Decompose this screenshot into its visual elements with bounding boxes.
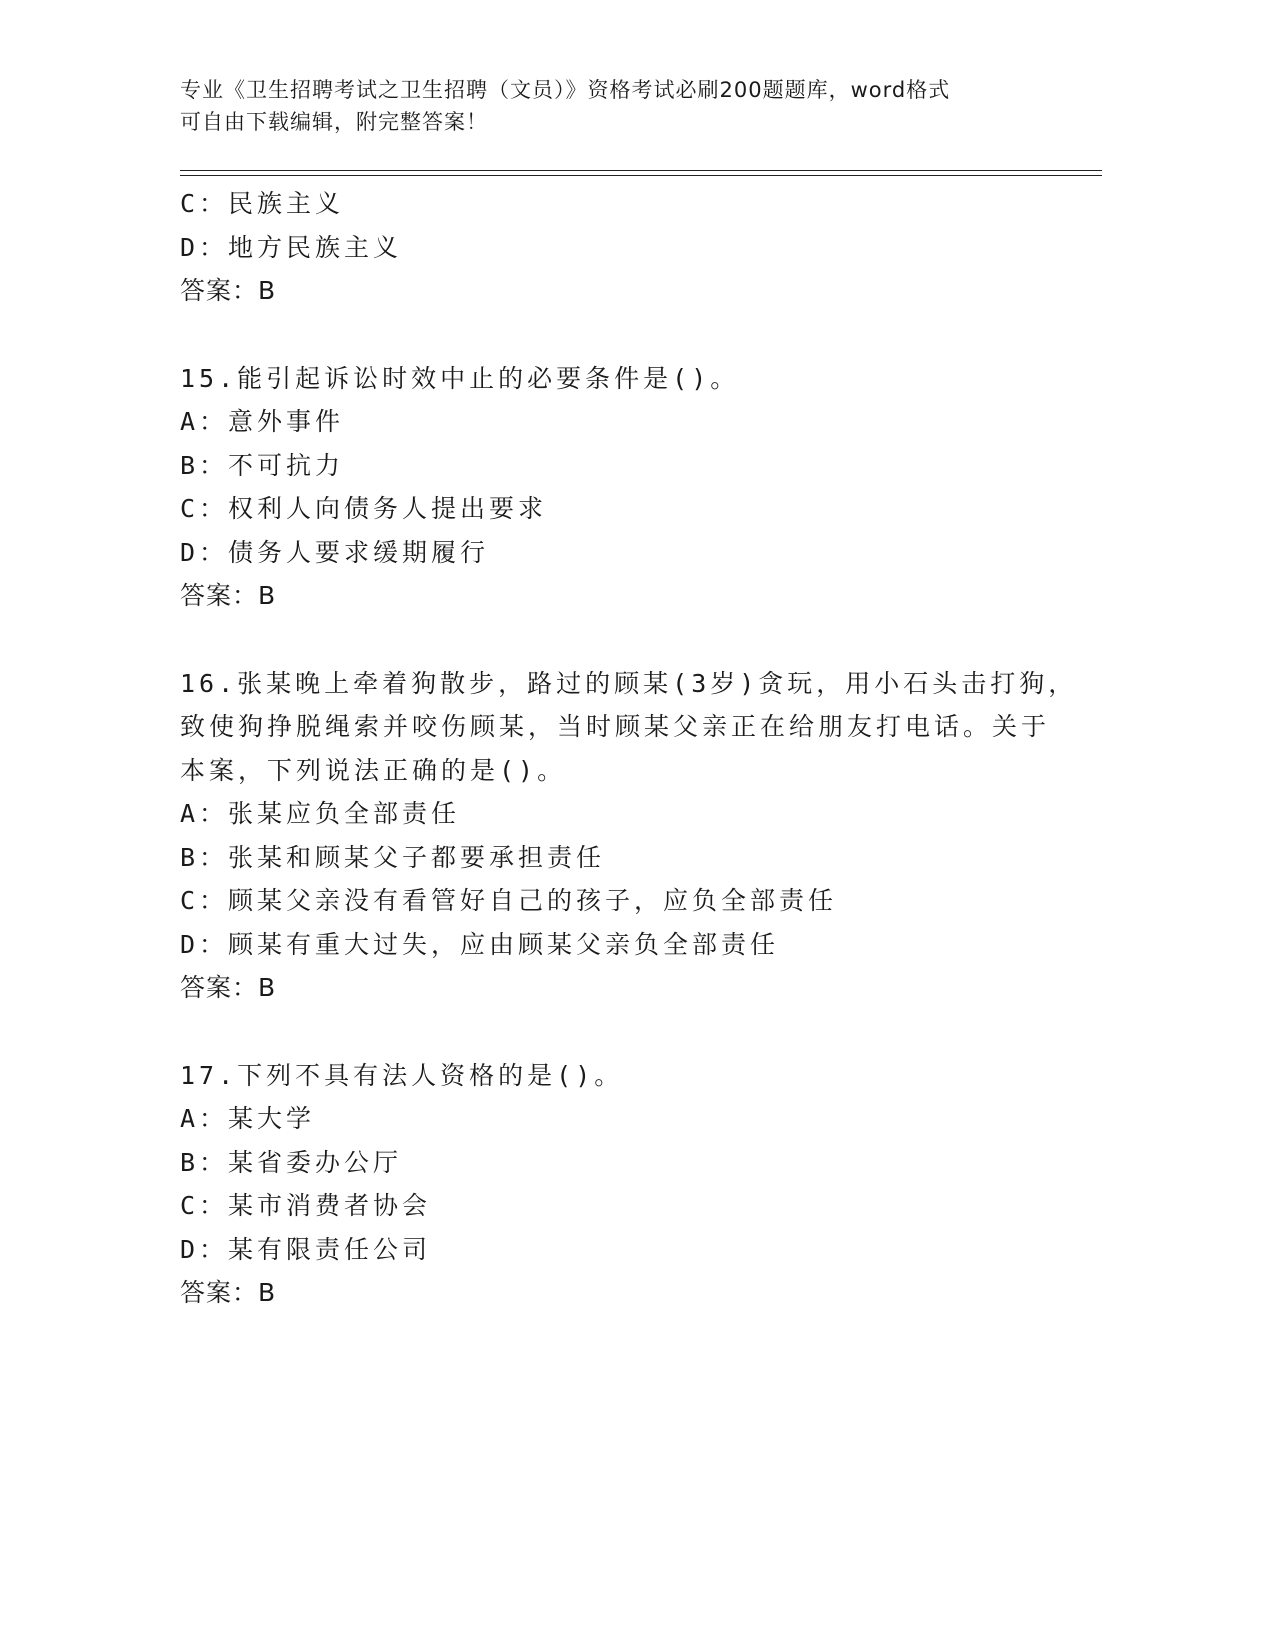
question-stem-line-2: 致使狗挣脱绳索并咬伤顾某，当时顾某父亲正在给朋友打电话。关于	[180, 712, 1051, 741]
option-c: C：权利人向债务人提出要求	[180, 494, 548, 523]
question-stem: 17.下列不具有法人资格的是()。	[180, 1060, 624, 1090]
question-stem: 15.能引起诉讼时效中止的必要条件是()。	[180, 363, 740, 393]
option-d: D：顾某有重大过失，应由顾某父亲负全部责任	[180, 929, 780, 959]
answer-line: 答案：B	[180, 581, 277, 610]
option-b: B：张某和顾某父子都要承担责任	[180, 842, 606, 872]
option-a: A：张某应负全部责任	[180, 799, 461, 828]
option-d: D：地方民族主义	[180, 232, 403, 262]
option-d: D：某有限责任公司	[180, 1234, 432, 1264]
spacer	[180, 313, 1060, 357]
question-list	[180, 182, 1078, 1315]
answer-line: 答案：B	[180, 973, 277, 1002]
option-b: B：某省委办公厅	[180, 1147, 403, 1177]
spacer	[180, 618, 1060, 662]
option-d: D：债务人要求缓期履行	[180, 537, 490, 567]
option-c: C：民族主义	[180, 189, 345, 218]
question-stem-line-3: 本案，下列说法正确的是()。	[180, 755, 567, 785]
header-divider-top	[180, 170, 1102, 171]
option-a: A：意外事件	[180, 407, 345, 436]
answer-line: 答案：B	[180, 276, 277, 305]
header-line-2: 可自由下载编辑，附完整答案！	[180, 110, 488, 134]
question-block-17	[180, 1054, 1060, 1315]
option-b: B：不可抗力	[180, 450, 345, 480]
question-block-15	[180, 357, 1060, 618]
question-stem-line-1: 16.张某晚上牵着狗散步，路过的顾某(3岁)贪玩，用小石头击打狗，	[180, 668, 1078, 698]
option-a: A：某大学	[180, 1104, 316, 1133]
header-line-1: 专业《卫生招聘考试之卫生招聘（文员）》资格考试必刷200题题库，word格式	[180, 78, 951, 102]
option-c: C：顾某父亲没有看管好自己的孩子，应负全部责任	[180, 886, 838, 915]
document-header	[180, 74, 1040, 138]
header-divider-bottom	[180, 175, 1102, 176]
question-block-14	[180, 182, 1060, 313]
spacer	[180, 1010, 1060, 1054]
option-c: C：某市消费者协会	[180, 1191, 432, 1220]
question-block-16	[180, 662, 1078, 1010]
answer-line: 答案：B	[180, 1278, 277, 1307]
